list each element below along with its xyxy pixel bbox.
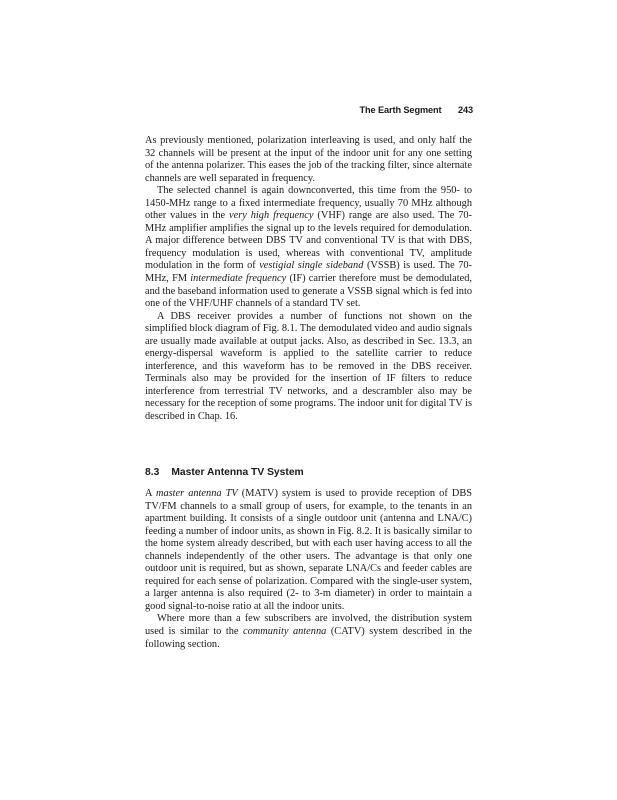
text-run: (CATV) system described in the following section. [145, 626, 472, 650]
paragraph [145, 488, 472, 613]
page-number: 243 [457, 105, 473, 115]
text-run: The selected channel is again downconverted, this time from the 950- to 1450-MHz range to a fixed intermediate frequency, usually 70 MHz although other values in the [145, 185, 472, 222]
text-run: (VHF) range are also used. The 70-MHz amplifier amplifies the signal up to the levels required for demodulation. A major difference between DBS TV and conventional TV is that with DBS, frequency modulation is used, whereas with conventional TV, amplitude modulation in the form of [145, 210, 472, 272]
text-block-top [145, 135, 472, 424]
italic-term: intermediate frequency [190, 273, 287, 285]
text-run: A [145, 488, 156, 499]
text-run: (MATV) system is used to provide reception of DBS TV/FM channels to a small group of users, for example, to the tenants in an apartment building. It consists of a single outdoor unit (antenna and LNA/C) feeding a number of indoor units, as shown in Fig. 8.2. It is basically similar to the home system already described, but with each user having access to all the channels independently of the other users. The advantage is that only one outdoor unit is required, but as shown, separate LNA/Cs and feeder cables are required for each sense of polarization. Compared with the single-user system, a larger antenna is also required (2- to 3-m diameter) in order to maintain a good signal-to-noise ratio at all the indoor units. [145, 488, 472, 612]
section-title: Master Antenna TV System [171, 467, 304, 478]
text-run: As previously mentioned, polarization interleaving is used, and only half the 32 channels will be present at the input of the indoor unit for any one setting of the antenna polarizer. This eases the job of the tracking filter, since alternate channels are well separated in frequency. [145, 135, 472, 184]
italic-term: very high frequency [229, 210, 314, 222]
section-number: 8.3 [145, 467, 160, 478]
section-heading [145, 467, 304, 478]
text-block-bottom [145, 488, 472, 651]
running-head [359, 105, 473, 115]
italic-term: master antenna TV [155, 488, 238, 499]
italic-term: vestigial single sideband [259, 260, 364, 272]
text-run: (IF) carrier therefore must be demodulated, and the baseband information used to generate a VSSB signal which is fed into one of the VHF/UHF channels of a standard TV set. [145, 273, 473, 310]
text-run: (VSSB) is used. The 70-MHz, FM [145, 260, 472, 285]
paragraph [145, 135, 472, 185]
running-title: The Earth Segment [359, 105, 442, 115]
paragraph [145, 185, 472, 310]
paragraph [145, 311, 472, 424]
text-run: Where more than a few subscribers are involved, the distribution system used is similar to the [145, 613, 472, 638]
paragraph [145, 613, 472, 651]
italic-term: community antenna [243, 626, 327, 638]
text-run: A DBS receiver provides a number of functions not shown on the simplified block diagram of Fig. 8.1. The demodulated video and audio signals are usually made available at output jacks. Also, as described in Sec. 13.3, an energy-dispersal waveform is applied to the satellite carrier to reduce interference, and this waveform has to be removed in the DBS receiver. Terminals also may be provided for the insertion of IF filters to reduce interference from terrestrial TV networks, and a descrambler also may be necessary for the reception of some programs. The indoor unit for digital TV is described in Chap. 16. [145, 310, 472, 423]
